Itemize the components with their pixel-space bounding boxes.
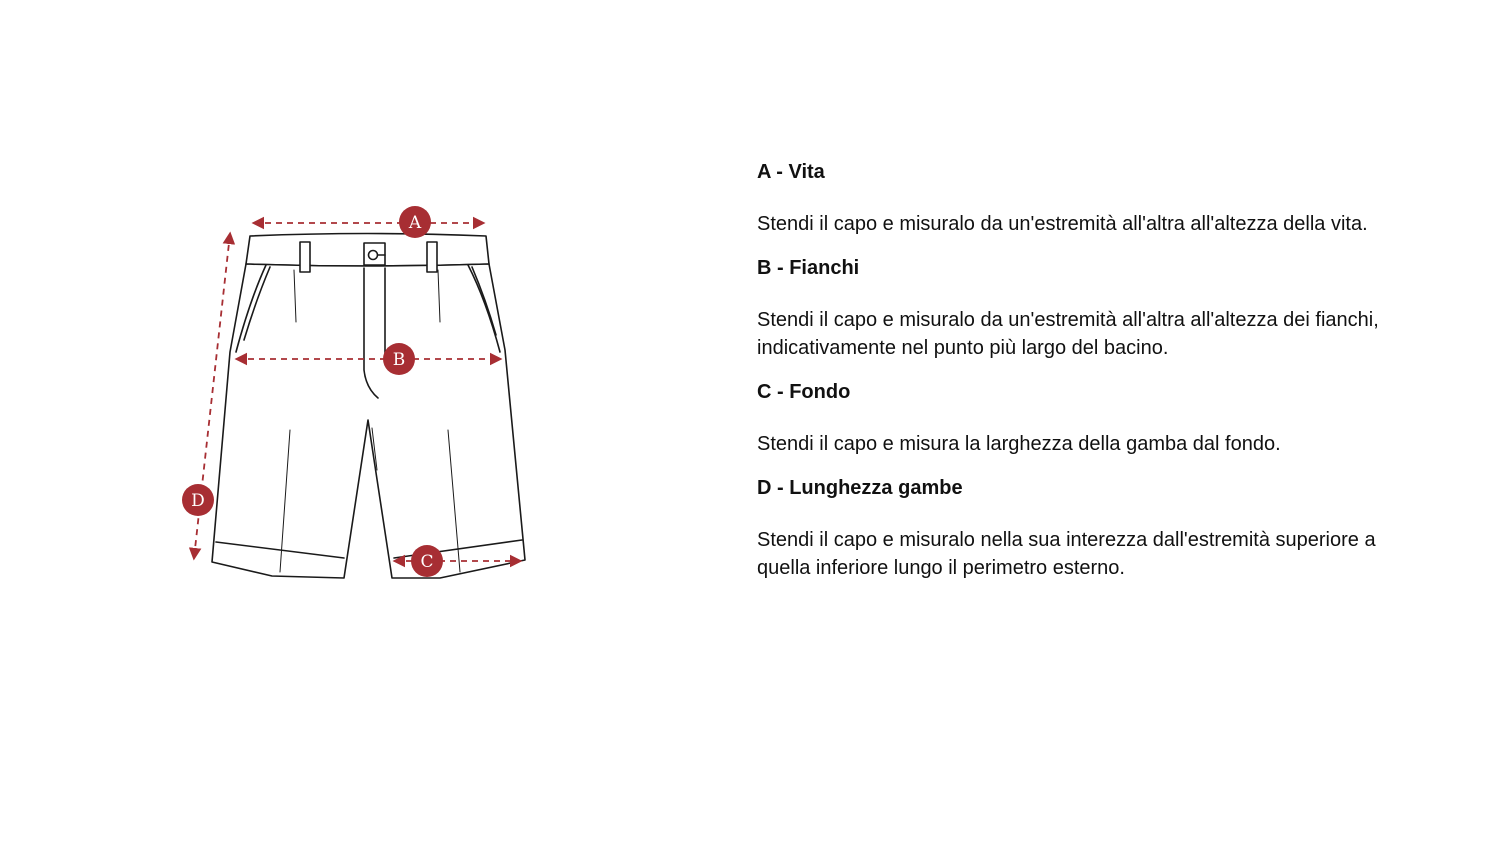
marker-d-label: D [191, 491, 205, 511]
marker-d [182, 484, 214, 516]
marker-a-label: A [408, 213, 422, 233]
section-description: Stendi il capo e misura la larghezza della gamba dal fondo. [757, 433, 1281, 455]
section-title: B - Fianchi [757, 257, 860, 279]
shorts-drawing [170, 190, 550, 600]
marker-a [399, 206, 431, 238]
marker-b-label: B [392, 350, 406, 370]
section-description: Stendi il capo e misuralo da un'estremità all'altra all'altezza della vita. [757, 213, 1368, 235]
section-vita [757, 158, 1407, 238]
section-title: D - Lunghezza gambe [757, 477, 963, 499]
marker-b [383, 343, 415, 375]
section-description: Stendi il capo e misuralo nella sua interezza dall'estremità superiore a quella inferiore lungo il perimetro esterno. [757, 529, 1376, 579]
measurement-instructions [757, 158, 1407, 598]
shorts-outline [212, 234, 525, 579]
section-description: Stendi il capo e misuralo da un'estremità all'altra all'altezza dei fianchi, indicativamente nel punto più largo del bacino. [757, 309, 1379, 359]
section-lunghezza-gambe [757, 474, 1407, 582]
section-title: C - Fondo [757, 381, 851, 403]
shorts-measurement-diagram [170, 190, 550, 600]
marker-c-label: C [420, 552, 434, 572]
shorts-body [212, 264, 525, 578]
section-title: A - Vita [757, 161, 825, 183]
section-fianchi [757, 254, 1407, 362]
section-fondo [757, 378, 1407, 458]
marker-c [411, 545, 443, 577]
